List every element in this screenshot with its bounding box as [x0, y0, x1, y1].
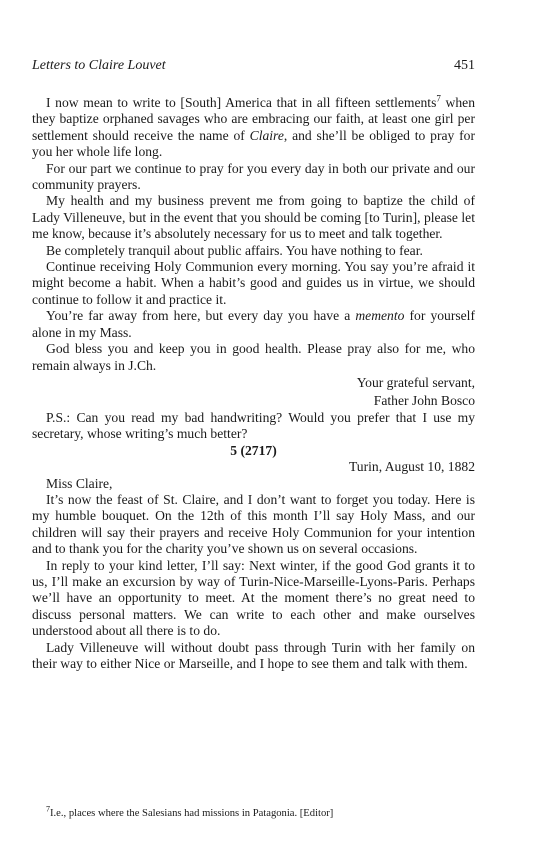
paragraph-1-italic: Claire	[249, 127, 284, 143]
letter-salutation: Miss Claire,	[46, 475, 113, 491]
footnote-reference: 7	[436, 93, 441, 104]
letter-number: 5 (2717)	[230, 442, 277, 458]
letter2-paragraph-1: It’s now the feast of St. Claire, and I don’t want to forget you today. Here is my humble bouquet. On the 12th of this month I’ll say Holy Mass, and our children will say their prayers and receive Holy Communion for your intention and to thank you for the charity you’ve shown us on several occasions.	[32, 491, 475, 557]
running-header	[32, 58, 475, 74]
letter-dateline: Turin, August 10, 1882	[348, 459, 475, 475]
paragraph-6-italic: memento	[355, 308, 405, 324]
paragraph-3: My health and my business prevent me from going to baptize the child of Lady Villeneuve, but in the event that you should be coming [to Turin], please let me know, because it’s absolutely necessary for us to meet and talk together.	[32, 193, 475, 242]
paragraph-2: For our part we continue to pray for you every day in both our private and our community prayers.	[32, 160, 475, 193]
paragraph-1-text-c: , and she’ll be obliged to pray for you her whole life long.	[32, 127, 475, 160]
paragraph-6-text-b: for yourself alone in my Mass.	[32, 308, 475, 340]
footnote-text: I.e., places where the Salesians had missions in Patagonia. [Editor]	[50, 808, 334, 819]
paragraph-6-text-a: You’re far away from here, but every day you have a	[46, 308, 356, 324]
paragraph-6	[32, 308, 475, 341]
paragraph-5: Continue receiving Holy Communion every morning. You say you’re afraid it might become a habit. When a habit’s good and guides us in virtue, we should continue to follow it and practice it.	[32, 259, 475, 307]
paragraph-1-text-a: I now mean to write to [South] America that in all fifteen settlements	[46, 95, 437, 110]
footnote	[46, 804, 475, 819]
paragraph-1	[32, 95, 475, 161]
page-body	[32, 95, 475, 672]
letter2-paragraph-3: Lady Villeneuve will without doubt pass through Turin with her family on their way to either Nice or Marseille, and I hope to see them and talk with them.	[32, 639, 475, 671]
page-number: 451	[454, 58, 475, 73]
signature-closing: Your grateful servant,	[356, 374, 475, 390]
signature-name: Father John Bosco	[373, 392, 475, 408]
paragraph-7: God bless you and keep you in good health. Please pray also for me, who remain always in J.Ch.	[32, 341, 475, 373]
postscript: P.S.: Can you read my bad handwriting? Would you prefer that I use my secretary, whose writing’s much better?	[32, 409, 475, 442]
paragraph-4: Be completely tranquil about public affairs. You have nothing to fear.	[46, 242, 423, 258]
running-title: Letters to Claire Louvet	[32, 58, 166, 73]
paragraph-1-text-b: when they baptize orphaned savages who are embracing our faith, at least one girl per settlement should receive the name of	[32, 95, 475, 143]
letter2-paragraph-2: In reply to your kind letter, I’ll say: Next winter, if the good God grants it to us, I’ll make an excursion by way of Turin-Nice-Marseille-Lyons-Paris. Perhaps we’ll have an opportunity to meet. At the moment there’s no great need to discuss personal matters. We can write to each other and make ourselves understood about all there is to do.	[32, 557, 475, 639]
footnote-mark: 7	[46, 804, 50, 814]
